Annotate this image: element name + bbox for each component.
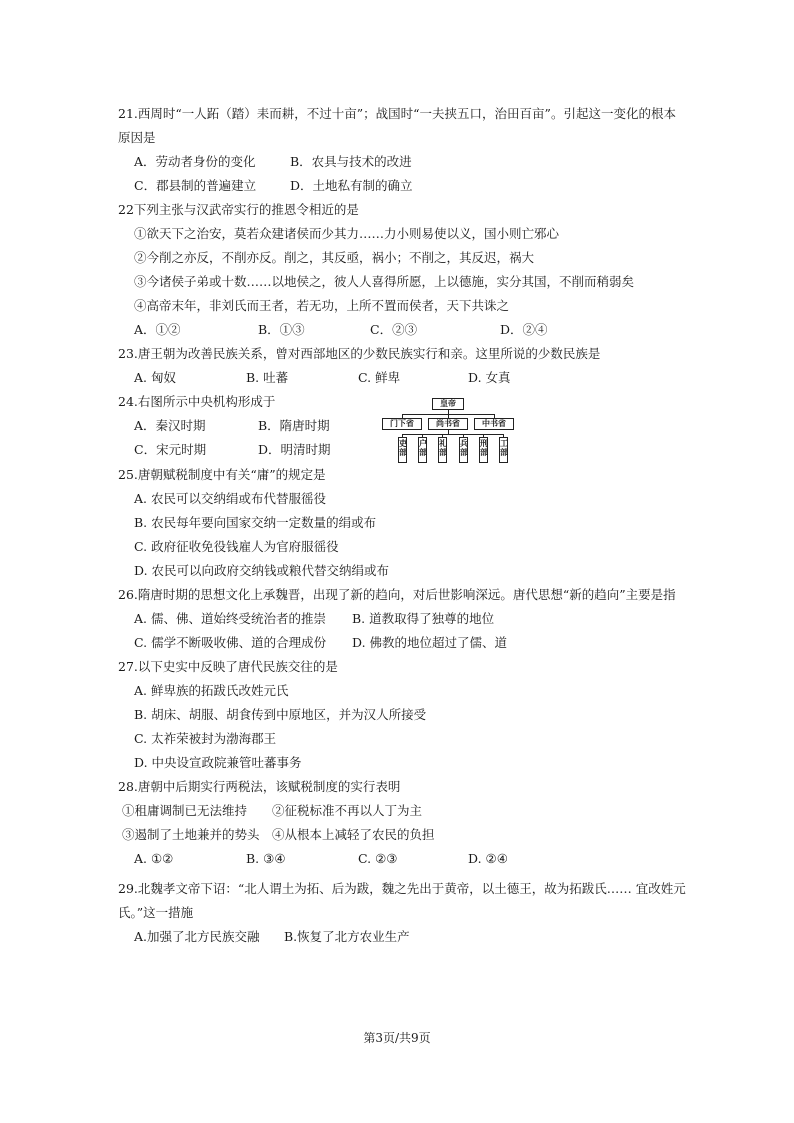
q29-stem-line2: 氏。”这一措施 <box>118 905 194 920</box>
q24-option-b: B．隋唐时期 <box>258 418 330 433</box>
q25-option-c: C. 政府征收免役钱雇人为官府服徭役 <box>134 539 339 554</box>
q28-option-b: B. ③④ <box>246 851 286 866</box>
q27-option-d: D. 中央设宣政院兼管吐蕃事务 <box>134 755 302 770</box>
chart-shangshu-box: 尚书省 <box>428 418 468 430</box>
q28-statement-4: ④从根本上减轻了农民的负担 <box>272 827 435 842</box>
q29-stem-line1: 29.北魏孝文帝下诏：“北人谓土为拓、后为跋，魏之先出于黄帝，以土德王，故为拓跋氏…… 宜改姓元 <box>118 881 686 896</box>
chart-menxia-box: 门下省 <box>382 418 422 430</box>
q22-statement-3: ③今诸侯子弟或十数……以地侯之，彼人人喜得所愿，上以德施，实分其国，不削而稍弱矣 <box>134 274 635 289</box>
chart-zhongshu-box: 中书省 <box>474 418 514 430</box>
q23-stem: 23.唐王朝为改善民族关系，曾对西部地区的少数民族实行和亲。这里所说的少数民族是 <box>118 346 601 361</box>
q24-option-a: A．秦汉时期 <box>134 418 206 433</box>
chart-gongbu-box: 工部 <box>499 437 508 463</box>
q27-option-b: B. 胡床、胡服、胡食传到中原地区，并为汉人所接受 <box>134 707 427 722</box>
chart-bingbu-box: 兵部 <box>459 437 468 463</box>
q23-option-c: C. 鲜卑 <box>358 370 401 385</box>
q21-stem-line2: 原因是 <box>118 130 156 145</box>
q26-option-d: D. 佛教的地位超过了儒、道 <box>352 635 508 650</box>
chart-hubu-box: 户部 <box>418 437 427 463</box>
q22-option-a: A．①② <box>134 322 181 337</box>
q23-option-a: A. 匈奴 <box>134 370 176 385</box>
chart-connector <box>402 434 504 435</box>
q25-option-b: B. 农民每年要向国家交纳一定数量的绢或布 <box>134 515 377 530</box>
q24-stem: 24.右图所示中央机构形成于 <box>118 394 276 409</box>
q22-option-b: B．①③ <box>258 322 305 337</box>
q23-option-b: B. 吐蕃 <box>246 370 289 385</box>
q28-option-c: C. ②③ <box>358 851 398 866</box>
q28-statement-3: ③遏制了土地兼并的势头 <box>122 827 260 842</box>
q26-option-b: B. 道教取得了独尊的地位 <box>352 611 495 626</box>
q22-statement-4: ④高帝末年，非刘氏而王者，若无功，上所不置而侯者，天下共诛之 <box>134 298 510 313</box>
q27-option-a: A. 鲜卑族的拓跋氏改姓元氏 <box>134 683 289 698</box>
q22-option-d: D．②④ <box>500 322 548 337</box>
q28-statement-1: ①租庸调制已无法维持 <box>122 803 248 818</box>
q22-stem: 22下列主张与汉武帝实行的推恩令相近的是 <box>118 202 359 217</box>
q22-statement-2: ②今削之亦反，不削亦反。削之，其反亟，祸小；不削之，其反迟，祸大 <box>134 250 535 265</box>
q28-statement-2: ②征税标准不再以人丁为主 <box>272 803 423 818</box>
chart-libu-box: 吏部 <box>398 437 407 463</box>
q28-stem: 28.唐朝中后期实行两税法，该赋税制度的实行表明 <box>118 779 401 794</box>
q22-option-c: C．②③ <box>370 322 418 337</box>
q21-option-d: D．土地私有制的确立 <box>290 178 413 193</box>
chart-xingbu-box: 刑部 <box>479 437 488 463</box>
q28-option-d: D. ②④ <box>468 851 508 866</box>
q27-stem: 27.以下史实中反映了唐代民族交往的是 <box>118 659 338 674</box>
q28-option-a: A. ①② <box>134 851 174 866</box>
central-government-org-chart <box>380 398 516 466</box>
q21-option-b: B．农具与技术的改进 <box>290 154 412 169</box>
q26-stem: 26.隋唐时期的思想文化上承魏晋，出现了新的趋向，对后世影响深远。唐代思想“新的趋向”主要是指 <box>118 587 676 602</box>
q25-option-a: A. 农民可以交纳绢或布代替服徭役 <box>134 491 326 506</box>
q21-option-a: A．劳动者身份的变化 <box>134 154 256 169</box>
q21-option-c: C．郡县制的普遍建立 <box>134 178 257 193</box>
q27-option-c: C. 太祚荣被封为渤海郡王 <box>134 731 277 746</box>
page-number: 第3页/共9页 <box>363 1031 431 1045</box>
q25-stem: 25.唐朝赋税制度中有关“庸”的规定是 <box>118 467 326 482</box>
q22-statement-1: ①欲天下之治安，莫若众建诸侯而少其力……力小则易使以义，国小则亡邪心 <box>134 226 560 241</box>
q25-option-d: D. 农民可以向政府交纳钱或粮代替交纳绢或布 <box>134 563 390 578</box>
q26-option-a: A. 儒、佛、道始终受统治者的推崇 <box>134 611 326 626</box>
q24-option-d: D．明清时期 <box>258 442 331 457</box>
q23-option-d: D. 女真 <box>468 370 511 385</box>
q26-option-c: C. 儒学不断吸收佛、道的合理成份 <box>134 635 327 650</box>
q29-option-a: A.加强了北方民族交融 <box>134 929 260 944</box>
q21-stem-line1: 21.西周时“一人跖（踏）耒而耕，不过十亩”；战国时“一夫挟五口，治田百亩”。引起这一变化的根本 <box>118 106 676 121</box>
chart-lib-rites-box: 礼部 <box>438 437 447 463</box>
chart-emperor-box: 皇帝 <box>432 398 464 410</box>
q24-option-c: C．宋元时期 <box>134 442 207 457</box>
q29-option-b: B.恢复了北方农业生产 <box>284 929 410 944</box>
